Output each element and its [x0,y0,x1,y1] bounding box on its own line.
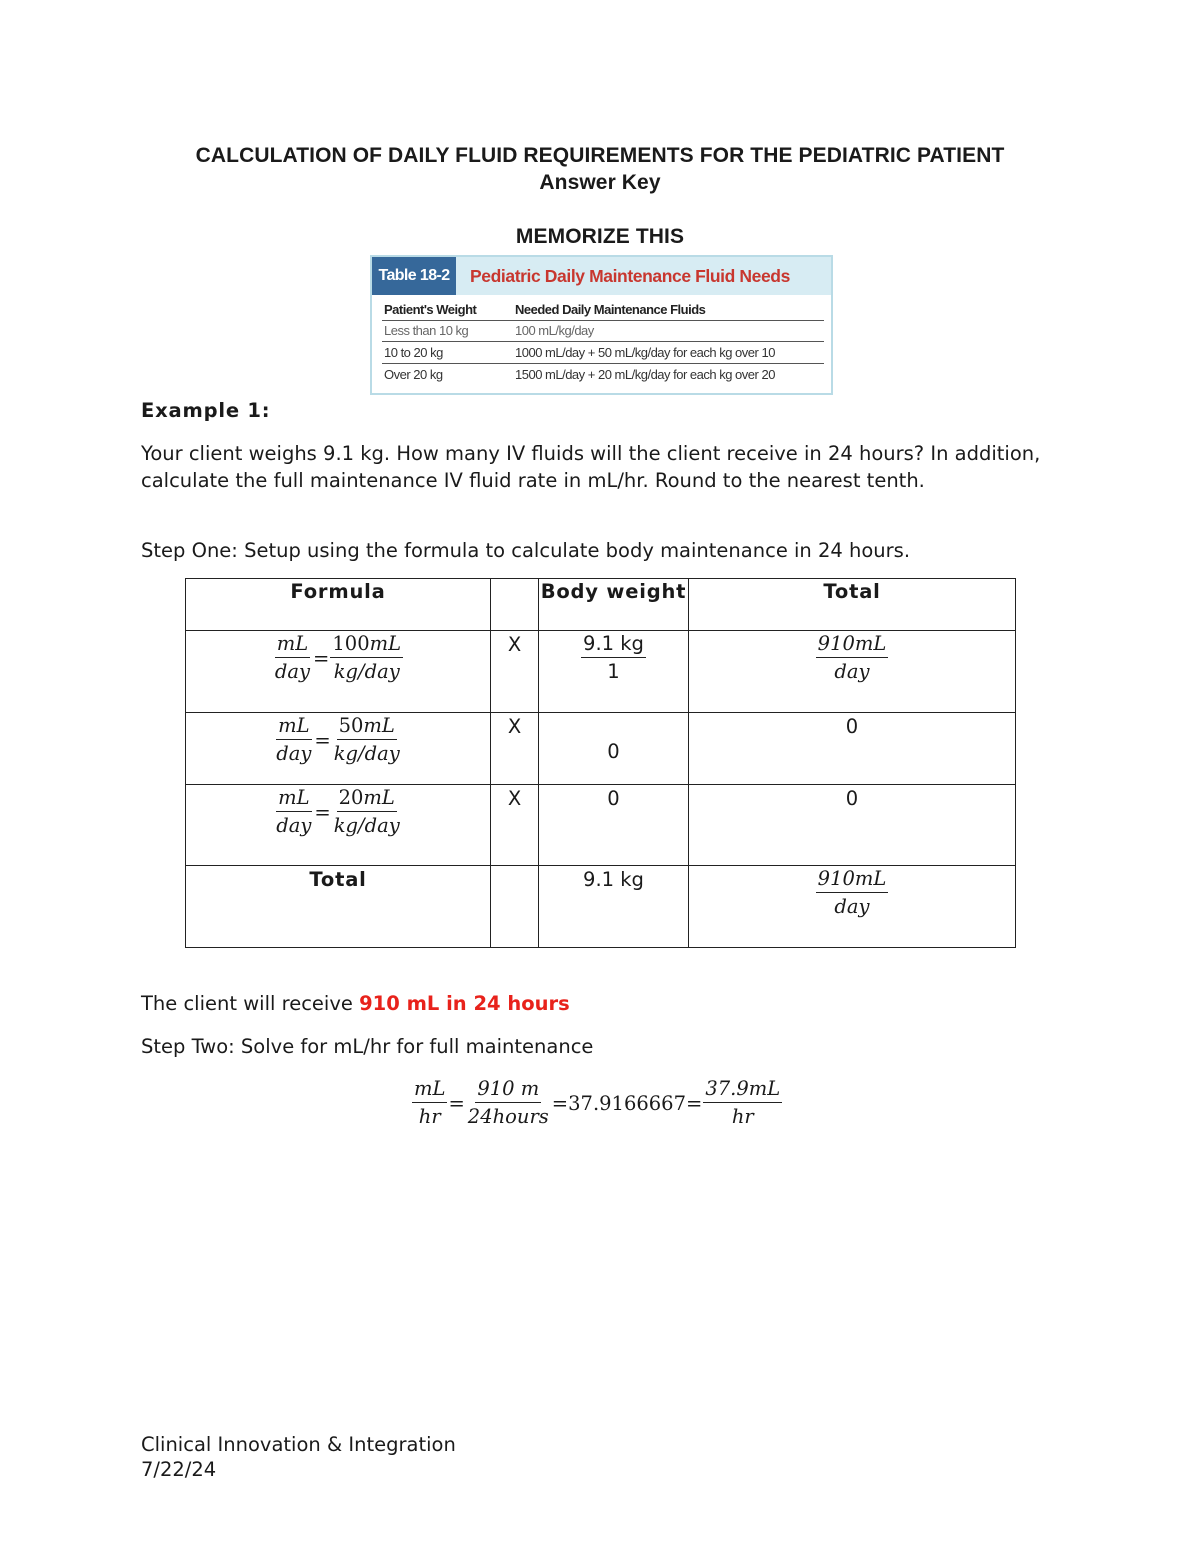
footer-date: 7/22/24 [141,1458,217,1481]
formula-lhs: $\frac{mL}{\text{day}}$ [274,632,311,683]
step-two-text: Step Two: Solve for mL/hr for full maintenance [141,1035,594,1058]
table-row [186,785,1016,866]
weight-fraction: $\frac{9.1 kg}{1}$ [583,632,644,683]
equation-lhs: $\frac{mL}{hr}$ [414,1077,446,1128]
reference-table-header [372,257,831,295]
operator-cell: X [491,785,539,866]
total-row [186,866,1016,948]
result-highlight: 910 mL in 24 hours [359,992,570,1015]
result-sentence [141,990,570,1017]
example-heading: Example 1: [141,399,271,422]
result-prefix: The client will receive [141,992,360,1015]
operator-cell: X [491,631,539,713]
formula-lhs: $\frac{mL}{\text{day}}$ [276,714,312,765]
reference-col-weight: Patient's Weight [384,302,477,317]
formula-rate: $\frac{100mL}{\text{kg/day}}$ [332,632,402,683]
reference-row-weight: Over 20 kg [384,367,443,382]
reference-row-weight: Less than 10 kg [384,323,469,338]
reference-table-caption: Pediatric Daily Maintenance Fluid Needs [470,266,790,286]
reference-divider [382,341,824,342]
memorize-heading: MEMORIZE THIS [515,225,685,248]
operator-cell [491,866,539,948]
calculation-table [185,578,1016,948]
rate-equation: $\frac{mL}{hr}$ = $\frac{910 m}{\text{24hours}}$ =37.9166667= $\frac{37.9mL}{hr}$ [412,1076,782,1131]
formula-cell: $\frac{mL}{\text{day}}$ = $\frac{50mL}{\text{kg/day}}$ [186,713,491,785]
total-cell: 0 [689,713,1016,785]
total-cell [689,631,1016,713]
total-fraction: $\frac{910mL}{\text{day}}$ [817,632,887,683]
table-header-row [186,579,1016,631]
equation-decimal: =37.9166667= [551,1092,703,1115]
step-one-text: Step One: Setup using the formula to calculate body maintenance in 24 hours. [141,539,911,562]
reference-divider [382,320,824,321]
formula-cell: $\frac{mL}{\text{day}}$ = $\frac{100mL}{\text{kg/day}}$ [186,631,491,713]
weight-cell [539,631,689,713]
weight-cell: 0 [539,785,689,866]
reference-row-fluids: 1500 mL/day + 20 mL/kg/day for each kg over 20 [515,367,775,382]
header-formula: Formula [186,579,491,631]
reference-row-weight: 10 to 20 kg [384,345,443,360]
formula-rate: $\frac{20mL}{\text{kg/day}}$ [333,786,400,837]
header-body-weight: Body weight [539,579,689,631]
reference-table [370,255,833,395]
total-label: Total [186,866,491,948]
grand-total-fraction: $\frac{910mL}{\text{day}}$ [817,867,887,918]
table-row [186,631,1016,713]
reference-col-fluids: Needed Daily Maintenance Fluids [515,302,706,317]
formula-lhs: $\frac{mL}{\text{day}}$ [276,786,312,837]
reference-table-tag: Table 18-2 [372,257,456,295]
formula-rate: $\frac{50mL}{\text{kg/day}}$ [333,714,400,765]
header-total: Total [689,579,1016,631]
page-title: CALCULATION OF DAILY FLUID REQUIREMENTS FOR THE PEDIATRIC PATIENT [195,144,1005,167]
total-weight: 9.1 kg [539,866,689,948]
reference-divider [382,363,824,364]
page-subtitle: Answer Key [539,171,661,194]
total-cell: 0 [689,785,1016,866]
example-question: Your client weighs 9.1 kg. How many IV fluids will the client receive in 24 hours? In addition, calculate the full maintenance IV fluid rate in mL/hr. Round to the nearest tenth. [141,442,1041,492]
grand-total-cell [689,866,1016,948]
equation-rhs: $\frac{37.9mL}{hr}$ [705,1077,781,1128]
operator-cell: X [491,713,539,785]
header-operator [491,579,539,631]
formula-cell: $\frac{mL}{\text{day}}$ = $\frac{20mL}{\text{kg/day}}$ [186,785,491,866]
reference-row-fluids: 1000 mL/day + 50 mL/kg/day for each kg over 10 [515,345,775,360]
footer-org: Clinical Innovation & Integration [141,1433,456,1456]
table-row [186,713,1016,785]
equation-middle: $\frac{910 m}{\text{24hours}}$ [467,1077,549,1128]
reference-row-fluids: 100 mL/kg/day [515,323,594,338]
weight-cell: 0 [539,713,689,785]
